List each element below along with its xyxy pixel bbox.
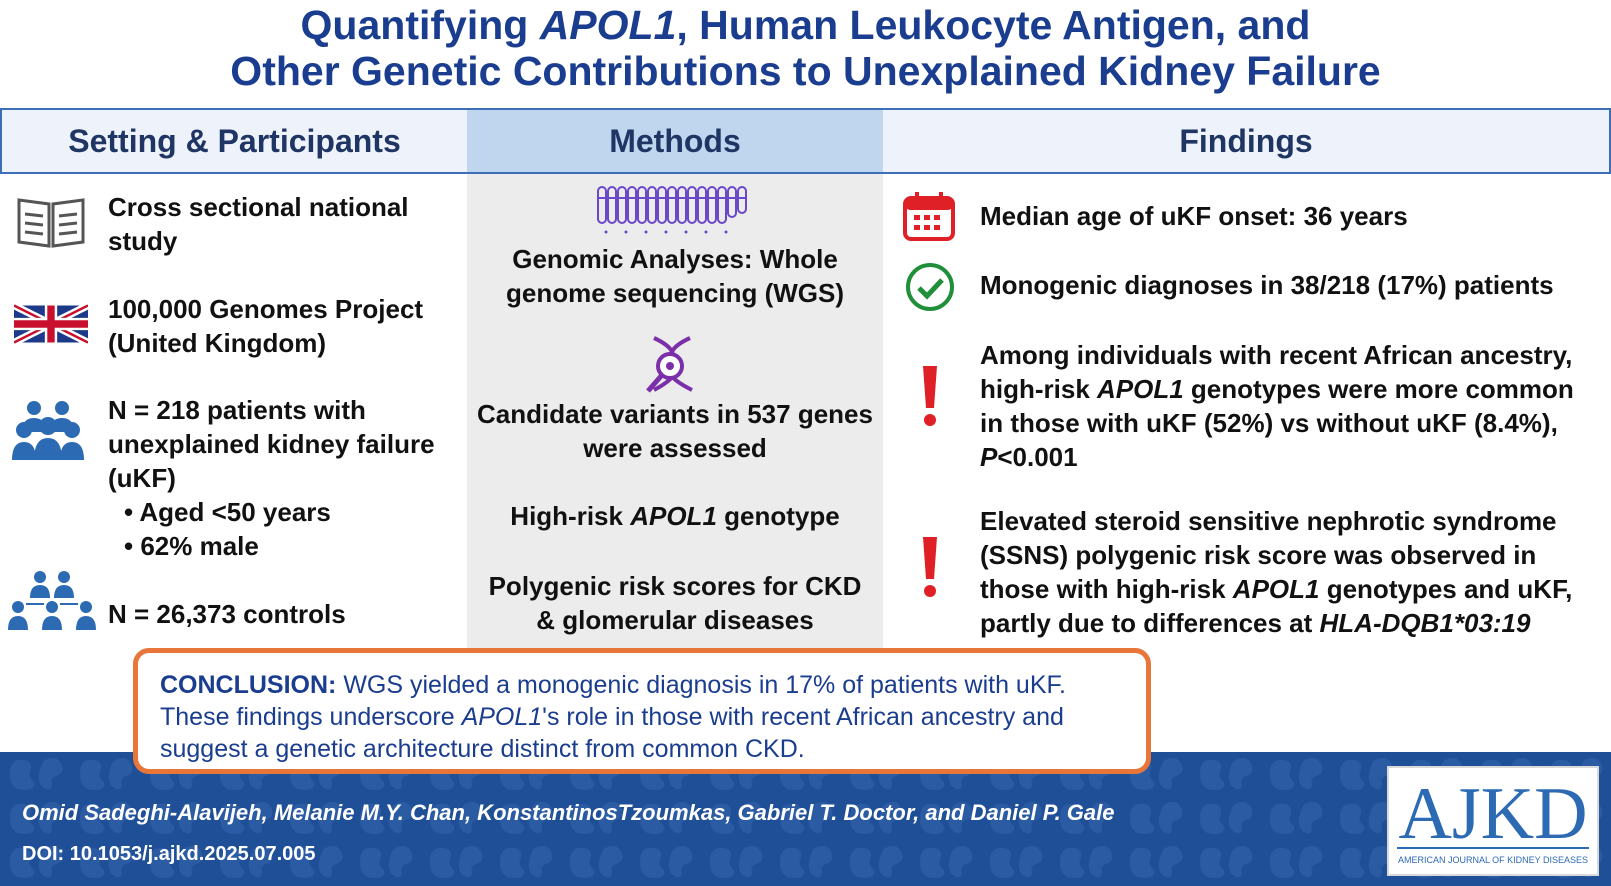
- uk-flag-icon: [14, 304, 88, 344]
- sex-bullet: • 62% male: [124, 531, 259, 561]
- patient-group-icon: [12, 398, 84, 464]
- candidate-variants-text: Candidate variants in 537 genes were assessed: [477, 399, 873, 463]
- findings-header: Findings: [883, 108, 1611, 174]
- ajkd-logo-mark: [1389, 768, 1597, 874]
- methods-header: Methods: [467, 108, 883, 174]
- setting-participants-header: Setting & Participants: [0, 108, 467, 174]
- monogenic-finding: Monogenic diagnoses in 38/218 (17%) patients: [980, 270, 1554, 300]
- conclusion-label: CONCLUSION:: [160, 671, 337, 699]
- conclusion-box: [133, 648, 1151, 774]
- age-bullet: • Aged <50 years: [124, 497, 331, 527]
- control-group-icon: [6, 570, 98, 632]
- genome-sequence-icon: [596, 184, 754, 236]
- checkmark-icon: [904, 261, 956, 313]
- title-line-1: Quantifying APOL1, Human Leukocyte Antigen, and: [300, 2, 1311, 48]
- polygenic-risk-text: Polygenic risk scores for CKD & glomerular diseases: [488, 571, 862, 635]
- ssns-finding: Elevated steroid sensitive nephrotic syndrome (SSNS) polygenic risk score was observed in those with high-risk APOL1 genotypes and uKF, partly due to differences at HLA-DQB1*03:19: [980, 506, 1573, 638]
- genomic-analyses-text: Genomic Analyses: Whole genome sequencing (WGS): [505, 244, 845, 308]
- ajkd-logo: [1387, 766, 1599, 876]
- apol1-genotype-text: High-risk APOL1 genotype: [510, 501, 840, 531]
- project-name: 100,000 Genomes Project: [108, 294, 424, 324]
- open-book-icon: [16, 196, 86, 250]
- median-age-finding: Median age of uKF onset: 36 years: [980, 201, 1408, 231]
- title-line-2: Other Genetic Contributions to Unexplained Kidney Failure: [230, 48, 1381, 94]
- infographic-title: [0, 2, 1611, 94]
- doi-link[interactable]: DOI: 10.1053/j.ajkd.2025.07.005: [22, 843, 316, 865]
- logo-wordmark: AJKD: [1398, 773, 1588, 855]
- conclusion-gene: APOL1: [461, 703, 543, 731]
- alert-exclamation-icon: [920, 364, 940, 428]
- dna-magnifier-icon: [640, 334, 706, 396]
- african-ancestry-finding: Among individuals with recent African ancestry, high-risk APOL1 genotypes were more common in those with uKF (52%) vs without uKF (8.4%), P<0.001: [980, 340, 1574, 472]
- authors-line: Omid Sadeghi-Alavijeh, Melanie M.Y. Chan, KonstantinosTzoumkas, Gabriel T. Doctor, and Daniel P. Gale: [22, 800, 1115, 825]
- calendar-icon: [902, 190, 956, 242]
- study-design-text: Cross sectional national study: [108, 192, 409, 256]
- conclusion-text: WGS yielded a monogenic diagnosis in 17% of patients with uKF. These findings underscore: [160, 671, 1066, 731]
- patients-text: N = 218 patients with unexplained kidney failure (uKF): [108, 395, 435, 493]
- alert-exclamation-icon: [920, 535, 940, 599]
- project-country: (United Kingdom): [108, 328, 327, 358]
- conclusion-text-end: 's role in those with recent African ancestry and suggest a genetic architecture distinct from common CKD.: [160, 703, 1064, 763]
- logo-subtitle: AMERICAN JOURNAL OF KIDNEY DISEASES: [1397, 855, 1589, 865]
- controls-text: N = 26,373 controls: [108, 599, 346, 629]
- project-text: [108, 292, 468, 360]
